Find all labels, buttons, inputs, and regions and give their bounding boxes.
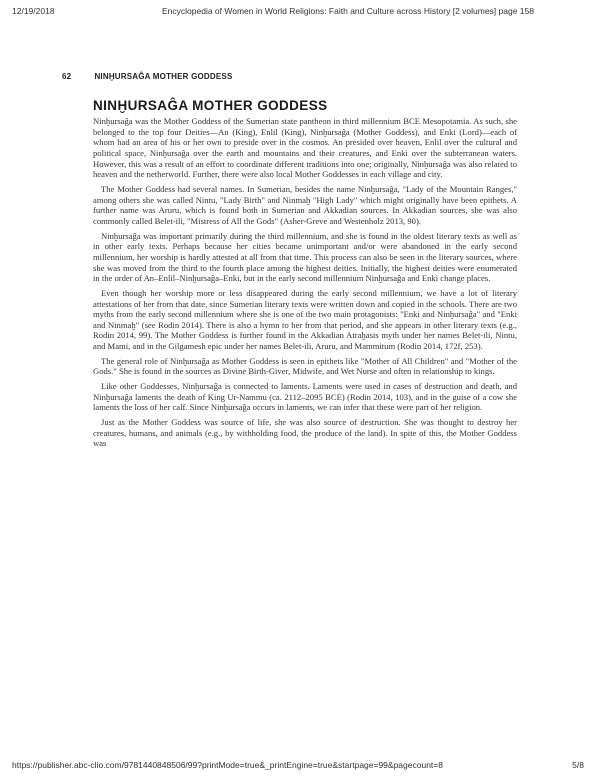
article-paragraph: Ninḫursaĝa was the Mother Goddess of the Sumerian state pantheon in third millennium BCE Mesopotamia. As such, she belonged to the top four Deities—An (King), Enlil (King), Ninḫursaĝa (Mother Goddess), and Enki (Lord)—each of whom had an area of his or her own to preside over in the cosmos. An presided over heaven, Enlil over the cultural and political space, Ninḫursaĝa over the earth and mountains and their creatures, and Enki over the subterranean waters. However, this was a result of an effort to coordinate different traditions into one; originally, Ninḫursaĝa was also related to heaven and the netherworld. Further, there were also local Mother Goddesses in each village and city. (93, 116, 517, 180)
article-paragraph: The general role of Ninḫursaĝa as Mother Goddess is seen in epithets like "Mother of All Children" and "Mother of the Gods." She is found in the sources as Divine Birth-Giver, Midwife, and Wet Nurse and often in relationship to kings. (93, 355, 517, 377)
print-page-count: 5/8 (572, 760, 584, 770)
print-url: https://publisher.abc-clio.com/9781440848506/99?printMode=true&_printEngine=true&startpage=99&pagecount=8 (12, 760, 443, 770)
page-number: 62 (62, 72, 72, 81)
running-head-title: NINḪURSAĜA MOTHER GODDESS (94, 72, 233, 81)
article-paragraph: Even though her worship more or less disappeared during the early second millennium, we have a lot of literary attestations of her from that date, since Sumerian literary texts were written down and copied in the schools. There are two myths from the early second millennium where she is one of the two main protagonists: "Enki and Ninḫursaĝa" and "Enki and Ninmaḫ" (see Rodin 2014). There is also a hymn to her from that period, and she appears in other literary texts (e.g., Rodin 2014, 99). The Mother Goddess is further found in the Akkadian Atraḫasis myth under her names Belet-ili, Nintu, and Mami, and in the Gilgamesh epic under her names Belet-ili, Aruru, and Mammitum (Rodin 2014, 172f, 253). (93, 287, 517, 352)
article-paragraph: Just as the Mother Goddess was source of life, she was also source of destruction. She was thought to destroy her creatures, humans, and animals (e.g., by withholding food, the produce of the land). In spite of this, the Mother Goddess was (93, 417, 517, 449)
article-paragraph: Like other Goddesses, Ninḫursaĝa is connected to laments. Laments were used in cases of destruction and death, and Ninḫursaĝa laments the death of King Ur-Nammu (ca. 2112–2095 BCE) (Rodin 2014, 103), and in the guise of a cow she laments the loss of her calf. Since Ninḫursaĝa occurs in laments, we can infer that these were part of her religion. (93, 381, 517, 413)
print-doc-title: Encyclopedia of Women in World Religions: Faith and Culture across History [2 volumes] page 158 (162, 6, 534, 16)
running-head (62, 72, 232, 81)
article-paragraph: Ninḫursaĝa was important primarily during the third millennium, and she is found in the oldest literary texts as well as in other early texts. Perhaps because her cities became unimportant and/or were abandoned in the early second millennium, her worship is hardly attested at all from that time. This process can also be seen in the literary sources, where she was moved from the third to the fourth place among the highest deities. Initially, the highest deities were enumerated in the order of An–Enlil–Ninḫursaĝa–Enki, but in the early second millennium Ninḫursaĝa and Enki change places. (93, 230, 517, 284)
article-title: NINḪURSAĜA MOTHER GODDESS (93, 98, 328, 113)
print-date: 12/19/2018 (12, 6, 55, 16)
article (93, 98, 517, 453)
article-paragraph: The Mother Goddess had several names. In Sumerian, besides the name Ninḫursaĝa, "Lady of the Mountain Ranges," among others she was called Nintu, "Lady Birth" and Ninmaḫ "High Lady" which might originally have been epithets. A further name was Aruru, which is found both in Sumerian and Akkadian sources. In Akkadian sources, she was also commonly called Belet-ili, "Mistress of All the Gods" (Asher-Greve and Westenholz 2013, 90). (93, 183, 517, 226)
